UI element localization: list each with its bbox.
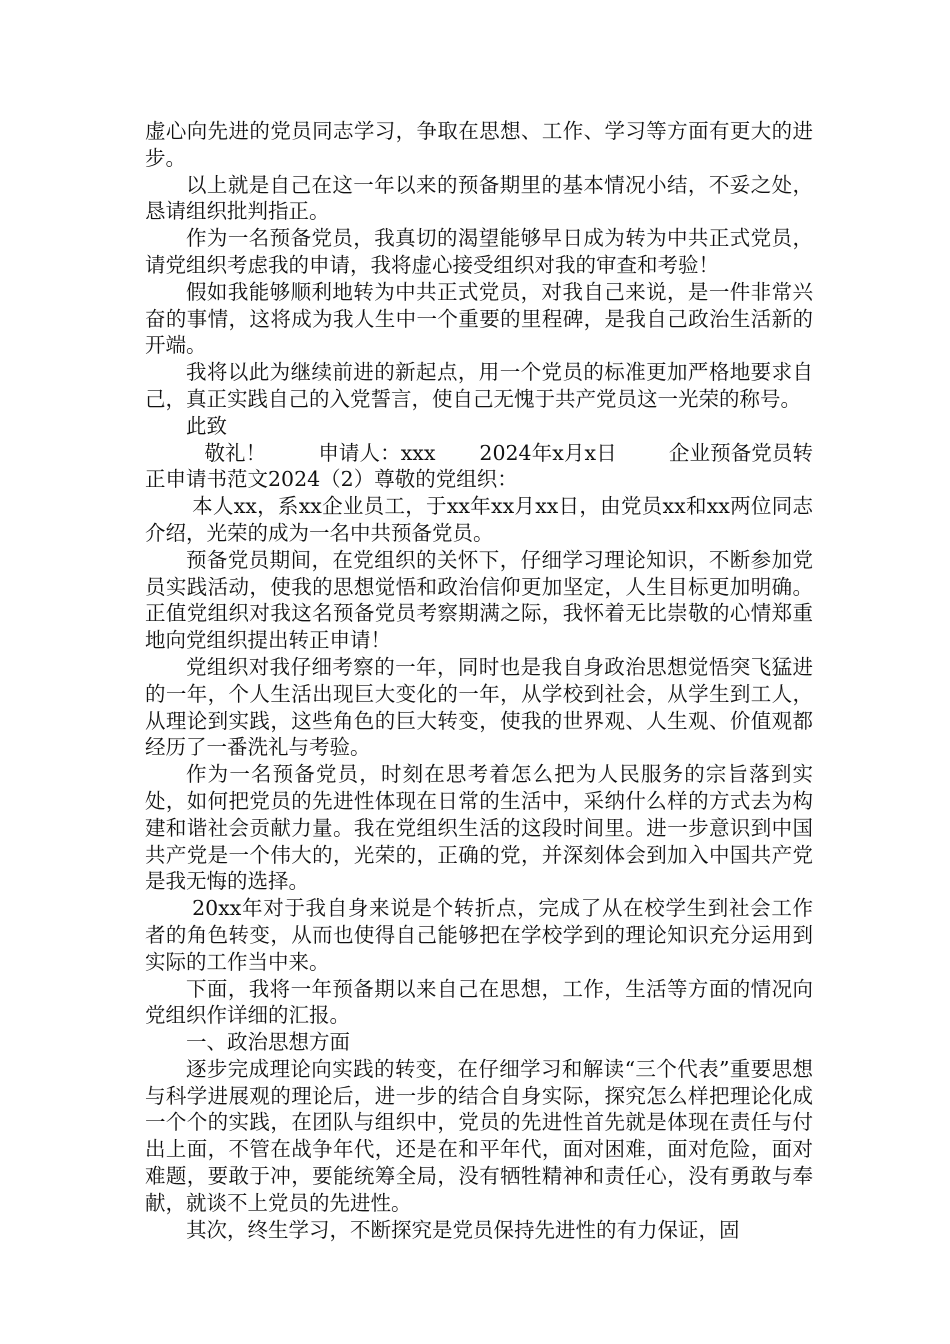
paragraph: 假如我能够顺利地转为中共正式党员，对我自己来说，是一件非常兴奋的事情，这将成为我人生中一个重要的里程碑，是我自己政治生活新的开端。 [145,279,813,358]
paragraph: 下面，我将一年预备期以来自己在思想，工作，生活等方面的情况向党组织作详细的汇报。 [145,976,813,1028]
paragraph: 其次，终生学习，不断探究是党员保持先进性的有力保证，固 [186,1217,740,1242]
signoff-block [145,440,813,494]
document-page [145,118,813,1243]
paragraph: 虚心向先进的党员同志学习，争取在思想、工作、学习等方面有更大的进步。 [145,119,813,170]
paragraph: 作为一名预备党员，时刻在思考着怎么把为人民服务的宗旨落到实处，如何把党员的先进性体现在日常的生活中，采纳什么样的方式去为构建和谐社会贡献力量。我在党组织生活的这段时间里。进一步意识到中国共产党是一个伟大的，光荣的，正确的党，并深刻体会到加入中国共产党是我无悔的选择。 [145,762,813,894]
paragraph: 我将以此为继续前进的新起点，用一个党员的标准更加严格地要求自己，真正实践自己的入党誓言，使自己无愧于共产党员这一光荣的称号。 [145,360,813,411]
signature-date: 2024年x月x日 [479,440,617,465]
section-heading: 一、政治思想方面 [186,1030,350,1055]
paragraph: 以上就是自己在这一年以来的预备期里的基本情况小结，不妥之处，恳请组织批判指正。 [145,172,813,224]
paragraph: 20xx年对于我自身来说是个转折点，完成了从在校学生到社会工作者的角色转变，从而也使得自己能够把在学校学到的理论知识充分运用到实际的工作当中来。 [145,896,813,974]
paragraph: 本人xx，系xx企业员工，于xx年xx月xx日，由党员xx和xx两位同志介绍，光荣的成为一名中共预备党员。 [145,494,813,545]
applicant-name: 申请人：xxx [318,440,436,465]
paragraph: 预备党员期间，在党组织的关怀下，仔细学习理论知识，不断参加党员实践活动，使我的思想觉悟和政治信仰更加坚定，人生目标更加明确。正值党组织对我这名预备党员考察期满之际，我怀着无比崇敬的心情郑重地向党组织提出转正申请！ [145,547,813,653]
closing-phrase: 此致 [186,413,227,438]
paragraph: 逐步完成理论向实践的转变，在仔细学习和解读“三个代表”重要思想与科学进展观的理论后，进一步的结合自身实际，探究怎么样把理论化成一个个的实践，在团队与组织中，党员的先进性首先就是体现在责任与付出上面，不管在战争年代，还是在和平年代，面对困难，面对危险，面对难题，要敢于冲，要能统筹全局，没有牺牲精神和责任心，没有勇敢与奉献，就谈不上党员的先进性。 [145,1056,813,1215]
paragraph: 作为一名预备党员，我真切的渴望能够早日成为转为中共正式党员，请党组织考虑我的申请，我将虚心接受组织对我的审查和考验！ [145,226,813,277]
paragraph: 党组织对我仔细考察的一年，同时也是我自身政治思想觉悟突飞猛进的一年，个人生活出现巨大变化的一年，从学校到社会，从学生到工人，从理论到实践，这些角色的巨大转变，使我的世界观、人生观、价值观都经历了一番洗礼与考验。 [145,654,813,760]
next-document-title: 企业预备党员转正申请书范文2024（2）尊敬的党组织： [145,440,814,492]
salutation: 敬礼！ [204,440,267,465]
